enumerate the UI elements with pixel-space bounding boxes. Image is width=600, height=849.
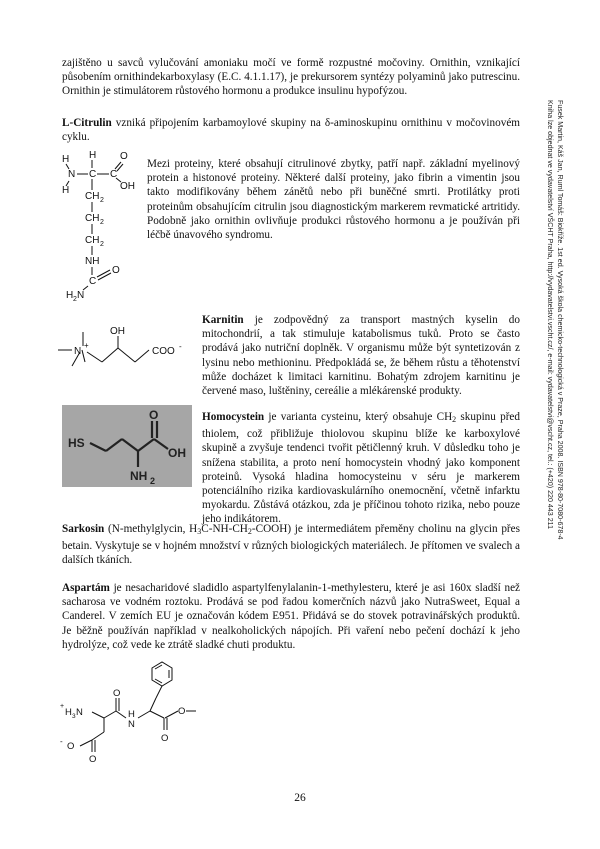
- citrulin-lead-paragraph: [62, 116, 520, 144]
- homocystein-ch2-subscript: 2: [452, 415, 457, 424]
- citrulin-h-nh2: H: [66, 290, 74, 301]
- aspartam-h3n-n: N: [76, 707, 83, 718]
- karnitin-minus: -: [179, 342, 182, 351]
- homocystein-text-a: je varianta cysteinu, který obsahuje CH: [264, 411, 453, 423]
- citrulin-ch-3-sub: 2: [100, 241, 104, 248]
- sarkosin-text-1: (N-methylglycin, H: [104, 523, 198, 535]
- citrulin-nh: NH: [85, 256, 100, 267]
- sarkosin-sub-1: 3: [197, 527, 202, 536]
- homocystein-o: O: [149, 408, 159, 422]
- sarkosin-text-3: -COOH) je intermediátem přeměny cholinu na glycin přes betain. Vyskytuje se v hojném množství v různých biologických materiálech. Je přítomen ve svalech a dalších tkáních.: [62, 523, 520, 567]
- sarkosin-text-2: C-NH-CH: [201, 523, 248, 535]
- aspartam-structure: [60, 656, 260, 781]
- homocystein-paragraph: [202, 410, 520, 527]
- karnitin-labels: [74, 326, 182, 357]
- citrulin-o: O: [120, 151, 128, 162]
- aspartam-text: je nesacharidové sladidlo aspartylfenylalanin-1-methylesteru, které je asi 160x sladší než sacharosa ve vodném roztoku. Prodává se pod řadou komerčních názvů jako NutraSweet, Equal a Canderel. V zemích EU je označován kódem E951. Přidává se do stovek potravinářských produktů. Je běžně používán například v nealkoholických nápojích. Při vaření nebo pečení dochází k jeho hydrolýze, což vede ke ztrátě sladké chuti produktu.: [62, 582, 520, 651]
- homocystein-text-b: skupinu před thiolem, což přibližuje thiolovou skupinu blíže ke karboxylové skupině a zvyšuje tendenci tvořit pětičlenný kruh. V důsledku toho je snížena stabilita, a proto není homocystein vhodný jako komponent proteinů. Vysoká hladina homocysteinu v séru je markerem potenciálního rizika kardiovaskulárního onemocnění, včetně infarktu myokardu. Zůstává otázkou, zda je příčinou tohoto rizika, nebo pouze jeho indikátorem.: [202, 411, 520, 526]
- karnitin-n: N: [74, 346, 82, 357]
- karnitin-name: Karnitin: [202, 314, 244, 326]
- homocystein-name: Homocystein: [202, 411, 265, 423]
- aspartam-o-ester-carbonyl: O: [161, 733, 169, 744]
- sarkosin-paragraph: [62, 522, 520, 568]
- citrulin-ch-1-sub: 2: [100, 197, 104, 204]
- homocystein-nh-sub: 2: [150, 476, 156, 486]
- karnitin-plus: +: [84, 341, 89, 350]
- aspartam-plus: +: [60, 703, 65, 710]
- aspartam-h3n-sub: 3: [72, 713, 76, 720]
- citrulin-h-top: H: [62, 154, 70, 165]
- karnitin-paragraph: [202, 313, 520, 398]
- citrulin-h-alpha: H: [89, 150, 97, 161]
- homocystein-structure: [62, 405, 192, 487]
- homocystein-oh: OH: [168, 446, 186, 460]
- aspartam-name: Aspartám: [62, 582, 110, 594]
- homocystein-hs: HS: [68, 436, 85, 450]
- karnitin-bonds: [58, 332, 149, 366]
- aspartam-o-ester: O: [178, 706, 186, 717]
- citrulin-c-urea: C: [89, 276, 97, 287]
- citrulin-o-urea: O: [112, 265, 120, 276]
- sidebar-citation-line-2: Kniha lze objednat ve vydavatelství VŠCHT Praha, http://vydavatelstvi.vscht.cz/, e-mail: vydavatelstvi@vscht.cz, tel.: (+420) 220 443 211: [546, 100, 554, 530]
- karnitin-text: je zodpovědný za transport mastných kyselin do mitochondrií, a tak stimuluje katabolismus tuků. Proto se často prodává jako nutriční doplněk. V organismu může být syntetizován z lysinu nebo methioninu. Předpokládá se, že během růstu a těhotenství může docházet k limitaci karnitinu. Bohatým zdrojem karnitinu je červené maso, luštěniny, cereálie a mlékárenské produkty.: [202, 314, 520, 398]
- aspartam-nh-h: H: [128, 709, 135, 720]
- citrulin-h-bottom: H: [62, 185, 70, 196]
- aspartam-paragraph: [62, 581, 520, 652]
- sarkosin-sub-2: 2: [247, 527, 252, 536]
- homocystein-nh: NH: [130, 469, 148, 483]
- intro-paragraph: zajištěno u savců vylučování amoniaku močí ve formě rozpustné močoviny. Ornithin, vznikající působením ornithindekarboxylasy (E.C. 4.1.1.17), je prekursorem syntézy polyaminů jako putrescinu. Ornithin je stimulátorem růstového hormonu a produkce insulinu hypofýzou.: [62, 57, 520, 98]
- citrulin-n-nh2: N: [77, 290, 85, 301]
- citrulin-ch-3: CH: [85, 235, 100, 246]
- citrulin-ch-2-sub: 2: [100, 219, 104, 226]
- citrulin-n: N: [68, 169, 76, 180]
- citrulin-c-alpha: C: [89, 169, 97, 180]
- page-number: 26: [294, 792, 306, 804]
- aspartam-minus: -: [60, 737, 63, 746]
- citrulin-c-carboxyl: C: [110, 169, 118, 180]
- citrulin-ch-1: CH: [85, 191, 100, 202]
- karnitin-coo: COO: [152, 346, 175, 357]
- aspartam-h3n-h: H: [65, 707, 72, 718]
- citrulin-ch-2: CH: [85, 213, 100, 224]
- citrulin-name: L-Citrulin: [62, 117, 112, 129]
- karnitin-oh: OH: [110, 326, 125, 337]
- sidebar-citation-line-1: Fusek Martin, Káš Jan, Ruml Tomáš: Biokříže. 1st ed. Vysoká škola chemicko-technologická v Praze, Praha 2008. ISBN 978-80-7080-678-4: [556, 100, 564, 540]
- aspartam-o-amide: O: [113, 688, 121, 699]
- aspartam-nh-n: N: [128, 719, 135, 730]
- citrulin-oh: OH: [120, 181, 135, 192]
- aspartam-o-carboxyl: O: [89, 754, 97, 765]
- karnitin-structure: [55, 322, 200, 382]
- citrulin-lead-text: vzniká připojením karbamoylové skupiny na δ-aminoskupinu ornithinu v močovinovém cyklu.: [62, 117, 520, 144]
- citrulin-h-nh2-sub: 2: [73, 296, 77, 303]
- sidebar-citation: [535, 100, 565, 700]
- aspartam-o-carboxylate: O: [67, 741, 75, 752]
- citrulin-body-paragraph: Mezi proteiny, které obsahují citrulinové zbytky, patří např. základní myelinový protein a histonové proteiny. Některé další proteiny, jako fibrin a vimentin jsou takto modifikovány během zánětů nebo při buněčné smrti. Protilátky proti proteinům obsahujícím citrulin jsou diagnostickým markerem revmatické artritidy. Podobně jako ornithin ovlivňuje produkci růstového hormonu a je používán při léčbě únavového syndromu.: [147, 158, 520, 242]
- sarkosin-name: Sarkosin: [62, 523, 105, 535]
